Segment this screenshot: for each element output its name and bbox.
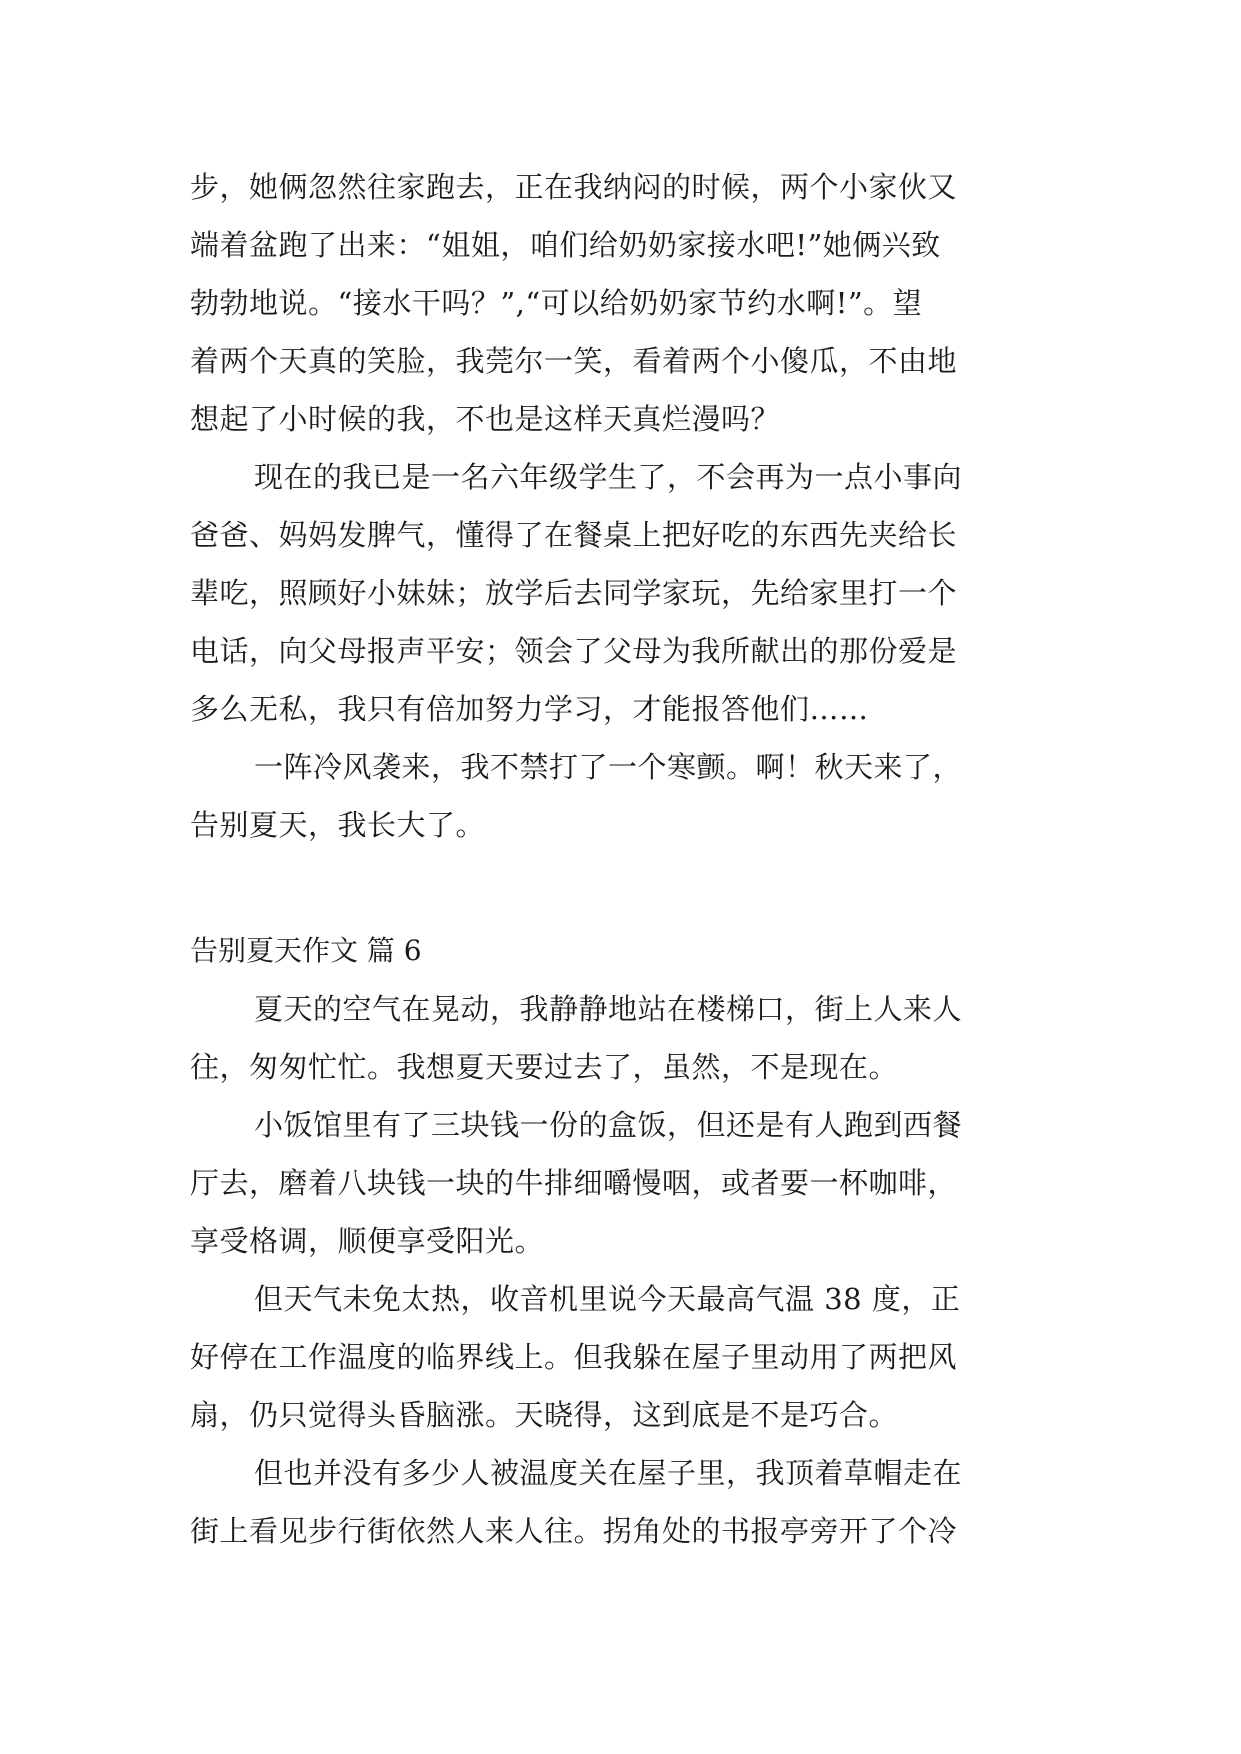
text-line: 辈吃，照顾好小妹妹；放学后去同学家玩，先给家里打一个 xyxy=(190,576,958,610)
text-line: 街上看见步行街依然人来人往。拐角处的书报亭旁开了个冷 xyxy=(190,1514,958,1548)
section-heading: 告别夏天作文 篇 6 xyxy=(190,934,422,967)
text-line: 好停在工作温度的临界线上。但我躲在屋子里动用了两把风 xyxy=(190,1340,958,1374)
text-line: 想起了小时候的我，不也是这样天真烂漫吗？ xyxy=(190,402,781,436)
text-line: 电话，向父母报声平安；领会了父母为我所献出的那份爱是 xyxy=(190,634,958,668)
paragraph-sixth-grade xyxy=(190,448,1070,738)
text-line: 勃勃地说。“接水干吗？”,“可以给奶奶家节约水啊!”。望 xyxy=(190,286,923,320)
text-line: 多么无私，我只有倍加努力学习，才能报答他们…… xyxy=(190,692,869,726)
text-line: 爸爸、妈妈发脾气，懂得了在餐桌上把好吃的东西先夹给长 xyxy=(190,518,958,552)
document-body xyxy=(190,158,1070,1560)
text-line: 着两个天真的笑脸，我莞尔一笑，看着两个小傻瓜，不由地 xyxy=(190,344,958,378)
text-line: 现在的我已是一名六年级学生了，不会再为一点小事向 xyxy=(254,460,963,494)
paragraph-street-walk xyxy=(190,1444,1070,1560)
text-line: 扇，仍只觉得头昏脑涨。天晓得，这到底是不是巧合。 xyxy=(190,1398,899,1432)
text-line: 告别夏天，我长大了。 xyxy=(190,808,486,842)
text-line: 往，匆匆忙忙。我想夏天要过去了，虽然，不是现在。 xyxy=(190,1050,899,1084)
text-line: 夏天的空气在晃动，我静静地站在楼梯口，街上人来人 xyxy=(254,992,963,1026)
section-spacer xyxy=(190,854,1070,922)
text-line: 厅去，磨着八块钱一块的牛排细嚼慢咽，或者要一杯咖啡， xyxy=(190,1166,958,1200)
text-line: 端着盆跑了出来：“姐姐，咱们给奶奶家接水吧!”她俩兴致 xyxy=(190,228,941,262)
text-line: 但天气未免太热，收音机里说今天最高气温 38 度，正 xyxy=(254,1282,961,1316)
paragraph-autumn-arrives xyxy=(190,738,1070,854)
text-line: 享受格调，顺便享受阳光。 xyxy=(190,1224,545,1258)
paragraph-continued-story xyxy=(190,158,1070,448)
text-line: 但也并没有多少人被温度关在屋子里，我顶着草帽走在 xyxy=(254,1456,963,1490)
paragraph-summer-air xyxy=(190,980,1070,1096)
paragraph-small-restaurant xyxy=(190,1096,1070,1270)
text-line: 一阵冷风袭来，我不禁打了一个寒颤。啊！秋天来了， xyxy=(254,750,963,784)
text-line: 步，她俩忽然往家跑去，正在我纳闷的时候，两个小家伙又 xyxy=(190,170,958,204)
paragraph-hot-weather xyxy=(190,1270,1070,1444)
text-line: 小饭馆里有了三块钱一份的盒饭，但还是有人跑到西餐 xyxy=(254,1108,963,1142)
